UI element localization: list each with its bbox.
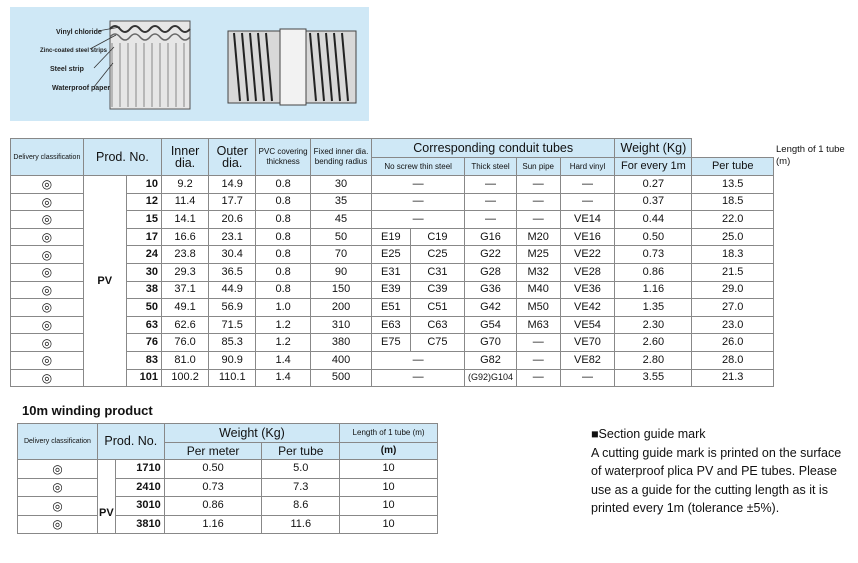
label-waterproof-paper: Waterproof paper	[52, 85, 111, 92]
winding-product-table	[17, 423, 438, 534]
delivery-mark: ◎	[11, 299, 84, 317]
inner-dia: 23.8	[162, 246, 209, 264]
bending-radius: 500	[310, 369, 371, 387]
no-screw-thin-steel: —	[372, 211, 465, 229]
weight-per-meter: 0.73	[164, 478, 262, 497]
bending-radius: 50	[310, 228, 371, 246]
tube-length: 10	[340, 497, 438, 516]
inner-dia: 29.3	[162, 263, 209, 281]
thick-steel: G82	[465, 351, 516, 369]
no-screw-thin-steel: —	[372, 176, 465, 194]
outer-dia: 90.9	[209, 351, 256, 369]
table-row	[18, 460, 438, 479]
prod-no: 50	[126, 299, 161, 317]
weight-per-tube: 8.6	[262, 497, 340, 516]
sun-pipe: M32	[516, 263, 560, 281]
header-sun-pipe: Sun pipe	[516, 158, 560, 176]
pvc-thickness: 1.2	[256, 316, 311, 334]
header-length-of-tube: Length of 1 tube (m)	[776, 144, 845, 167]
section-guide-note	[591, 425, 851, 518]
delivery-mark: ◎	[18, 497, 98, 516]
sun-pipe: M40	[516, 281, 560, 299]
no-screw-thin-steel-c: C25	[410, 246, 465, 264]
prod-no: 3810	[115, 515, 164, 534]
delivery-mark: ◎	[11, 334, 84, 352]
delivery-mark: ◎	[11, 176, 84, 194]
weight-every-1m: 1.35	[615, 299, 692, 317]
hard-vinyl: —	[560, 176, 615, 194]
thick-steel: G22	[465, 246, 516, 264]
header-pvc-thickness: PVC covering thickness	[256, 139, 311, 176]
prod-no: 10	[126, 176, 161, 194]
pvc-thickness: 0.8	[256, 193, 311, 211]
no-screw-thin-steel-e: E31	[372, 263, 411, 281]
header2-prod-no: Prod. No.	[97, 424, 164, 460]
header-outer-dia: Outer dia.	[209, 139, 256, 176]
thick-steel: G70	[465, 334, 516, 352]
pvc-thickness: 0.8	[256, 228, 311, 246]
no-screw-thin-steel-c: C31	[410, 263, 465, 281]
sun-pipe: —	[516, 334, 560, 352]
outer-dia: 71.5	[209, 316, 256, 334]
hard-vinyl: VE14	[560, 211, 615, 229]
no-screw-thin-steel: —	[372, 351, 465, 369]
hard-vinyl: VE22	[560, 246, 615, 264]
pv-specification-table	[10, 138, 774, 387]
delivery-mark: ◎	[11, 316, 84, 334]
weight-per-tube: 11.6	[262, 515, 340, 534]
bending-radius: 200	[310, 299, 371, 317]
pvc-thickness: 1.0	[256, 299, 311, 317]
weight-every-1m: 2.80	[615, 351, 692, 369]
sun-pipe: —	[516, 211, 560, 229]
inner-dia: 14.1	[162, 211, 209, 229]
no-screw-thin-steel-e: E25	[372, 246, 411, 264]
weight-per-tube: 23.0	[692, 316, 774, 334]
header-inner-dia: Inner dia.	[162, 139, 209, 176]
no-screw-thin-steel-c: C19	[410, 228, 465, 246]
hard-vinyl: VE70	[560, 334, 615, 352]
outer-dia: 17.7	[209, 193, 256, 211]
note-body: A cutting guide mark is printed on the surface of waterproof plica PV and PE tubes. Please use as a guide for the cutting length as it is printed every 1m (tolerance ±5%).	[591, 445, 842, 515]
thick-steel: —	[465, 193, 516, 211]
thick-steel: —	[465, 211, 516, 229]
thick-steel: G42	[465, 299, 516, 317]
weight-per-tube: 21.5	[692, 263, 774, 281]
delivery-mark: ◎	[11, 246, 84, 264]
sun-pipe: —	[516, 193, 560, 211]
header2-weight: Weight (Kg)	[164, 424, 339, 443]
delivery-mark: ◎	[18, 478, 98, 497]
no-screw-thin-steel-c: C51	[410, 299, 465, 317]
table-row	[18, 515, 438, 534]
weight-per-meter: 1.16	[164, 515, 262, 534]
prod-no: 101	[126, 369, 161, 387]
header-bending-radius: Fixed inner dia. bending radius	[310, 139, 371, 176]
pvc-thickness: 1.2	[256, 334, 311, 352]
inner-dia: 62.6	[162, 316, 209, 334]
sun-pipe: M50	[516, 299, 560, 317]
tube-cross-section-diagram	[10, 7, 369, 121]
weight-per-tube: 22.0	[692, 211, 774, 229]
hard-vinyl: VE82	[560, 351, 615, 369]
table-row	[18, 497, 438, 516]
group-label: PV	[97, 460, 115, 534]
inner-dia: 76.0	[162, 334, 209, 352]
header-thick-steel: Thick steel	[465, 158, 516, 176]
bending-radius: 45	[310, 211, 371, 229]
weight-per-tube: 13.5	[692, 176, 774, 194]
hard-vinyl: VE28	[560, 263, 615, 281]
delivery-mark: ◎	[11, 211, 84, 229]
pvc-thickness: 1.4	[256, 351, 311, 369]
prod-no: 76	[126, 334, 161, 352]
bending-radius: 150	[310, 281, 371, 299]
bending-radius: 30	[310, 176, 371, 194]
outer-dia: 30.4	[209, 246, 256, 264]
weight-every-1m: 0.44	[615, 211, 692, 229]
weight-per-tube: 29.0	[692, 281, 774, 299]
bending-radius: 70	[310, 246, 371, 264]
header-no-screw-thin-steel: No screw thin steel	[372, 158, 465, 176]
weight-every-1m: 2.60	[615, 334, 692, 352]
header-corresponding-conduit: Corresponding conduit tubes	[372, 139, 615, 158]
thick-steel: G16	[465, 228, 516, 246]
outer-dia: 36.5	[209, 263, 256, 281]
header2-length: Length of 1 tube (m)	[340, 424, 438, 443]
hard-vinyl: —	[560, 193, 615, 211]
no-screw-thin-steel-e: E63	[372, 316, 411, 334]
hard-vinyl: VE36	[560, 281, 615, 299]
prod-no: 1710	[115, 460, 164, 479]
weight-per-tube: 5.0	[262, 460, 340, 479]
outer-dia: 44.9	[209, 281, 256, 299]
prod-no: 83	[126, 351, 161, 369]
inner-dia: 16.6	[162, 228, 209, 246]
inner-dia: 9.2	[162, 176, 209, 194]
label-zinc-coated-steel: Zinc-coated steel strips	[40, 48, 108, 54]
prod-no: 17	[126, 228, 161, 246]
header-prod-no: Prod. No.	[83, 139, 161, 176]
no-screw-thin-steel-c: C63	[410, 316, 465, 334]
bending-radius: 35	[310, 193, 371, 211]
table-row	[11, 176, 774, 194]
hard-vinyl: VE16	[560, 228, 615, 246]
weight-every-1m: 0.86	[615, 263, 692, 281]
thick-steel: —	[465, 176, 516, 194]
inner-dia: 11.4	[162, 193, 209, 211]
pvc-thickness: 0.8	[256, 281, 311, 299]
bending-radius: 90	[310, 263, 371, 281]
hard-vinyl: VE54	[560, 316, 615, 334]
outer-dia: 23.1	[209, 228, 256, 246]
header-every-1m: For every 1m	[615, 158, 692, 176]
group-label: PV	[83, 176, 126, 387]
thick-steel: G28	[465, 263, 516, 281]
weight-every-1m: 0.73	[615, 246, 692, 264]
outer-dia: 14.9	[209, 176, 256, 194]
pvc-thickness: 0.8	[256, 211, 311, 229]
weight-per-tube: 25.0	[692, 228, 774, 246]
weight-per-meter: 0.50	[164, 460, 262, 479]
table-row	[18, 478, 438, 497]
weight-per-tube: 28.0	[692, 351, 774, 369]
weight-per-tube: 18.5	[692, 193, 774, 211]
thick-steel: G54	[465, 316, 516, 334]
label-steel-strip: Steel strip	[50, 66, 84, 73]
delivery-mark: ◎	[11, 369, 84, 387]
outer-dia: 56.9	[209, 299, 256, 317]
weight-every-1m: 0.27	[615, 176, 692, 194]
sun-pipe: M20	[516, 228, 560, 246]
weight-per-meter: 0.86	[164, 497, 262, 516]
bending-radius: 400	[310, 351, 371, 369]
no-screw-thin-steel-c: C75	[410, 334, 465, 352]
pvc-thickness: 0.8	[256, 263, 311, 281]
delivery-mark: ◎	[11, 351, 84, 369]
inner-dia: 81.0	[162, 351, 209, 369]
weight-per-tube: 21.3	[692, 369, 774, 387]
hard-vinyl: VE42	[560, 299, 615, 317]
prod-no: 30	[126, 263, 161, 281]
prod-no: 2410	[115, 478, 164, 497]
weight-per-tube: 26.0	[692, 334, 774, 352]
header2-length-unit: (m)	[340, 443, 438, 460]
note-title: ■Section guide mark	[591, 427, 706, 441]
pvc-thickness: 0.8	[256, 246, 311, 264]
tube-length: 10	[340, 515, 438, 534]
inner-dia: 49.1	[162, 299, 209, 317]
sun-pipe: —	[516, 369, 560, 387]
winding-product-title: 10m winding product	[22, 403, 153, 418]
outer-dia: 20.6	[209, 211, 256, 229]
thick-steel: G36	[465, 281, 516, 299]
weight-per-tube: 7.3	[262, 478, 340, 497]
sun-pipe: —	[516, 176, 560, 194]
no-screw-thin-steel-e: E39	[372, 281, 411, 299]
sun-pipe: M25	[516, 246, 560, 264]
delivery-mark: ◎	[11, 228, 84, 246]
sun-pipe: M63	[516, 316, 560, 334]
label-vinyl-chloride: Vinyl chloride	[56, 29, 102, 36]
inner-dia: 37.1	[162, 281, 209, 299]
prod-no: 63	[126, 316, 161, 334]
no-screw-thin-steel-e: E19	[372, 228, 411, 246]
no-screw-thin-steel-e: E75	[372, 334, 411, 352]
header-per-tube: Per tube	[692, 158, 774, 176]
hard-vinyl: —	[560, 369, 615, 387]
delivery-mark: ◎	[18, 515, 98, 534]
weight-every-1m: 1.16	[615, 281, 692, 299]
weight-every-1m: 3.55	[615, 369, 692, 387]
delivery-mark: ◎	[11, 281, 84, 299]
outer-dia: 110.1	[209, 369, 256, 387]
prod-no: 15	[126, 211, 161, 229]
no-screw-thin-steel: —	[372, 369, 465, 387]
thick-steel: (G92)G104	[465, 369, 516, 387]
bending-radius: 310	[310, 316, 371, 334]
no-screw-thin-steel-c: C39	[410, 281, 465, 299]
header2-delivery-classification: Delivery classification	[18, 424, 98, 460]
prod-no: 24	[126, 246, 161, 264]
pvc-thickness: 1.4	[256, 369, 311, 387]
weight-every-1m: 0.37	[615, 193, 692, 211]
header-delivery-classification: Delivery classification	[11, 139, 84, 176]
outer-dia: 85.3	[209, 334, 256, 352]
header2-per-tube: Per tube	[262, 443, 340, 460]
pvc-thickness: 0.8	[256, 176, 311, 194]
prod-no: 3010	[115, 497, 164, 516]
no-screw-thin-steel: —	[372, 193, 465, 211]
header-hard-vinyl: Hard vinyl	[560, 158, 615, 176]
weight-per-tube: 27.0	[692, 299, 774, 317]
prod-no: 12	[126, 193, 161, 211]
inner-dia: 100.2	[162, 369, 209, 387]
delivery-mark: ◎	[11, 193, 84, 211]
tube-length: 10	[340, 460, 438, 479]
bending-radius: 380	[310, 334, 371, 352]
weight-per-tube: 18.3	[692, 246, 774, 264]
tube-length: 10	[340, 478, 438, 497]
header2-per-meter: Per meter	[164, 443, 262, 460]
weight-every-1m: 2.30	[615, 316, 692, 334]
delivery-mark: ◎	[11, 263, 84, 281]
weight-every-1m: 0.50	[615, 228, 692, 246]
prod-no: 38	[126, 281, 161, 299]
delivery-mark: ◎	[18, 460, 98, 479]
header-weight: Weight (Kg)	[615, 139, 692, 158]
sun-pipe: —	[516, 351, 560, 369]
no-screw-thin-steel-e: E51	[372, 299, 411, 317]
